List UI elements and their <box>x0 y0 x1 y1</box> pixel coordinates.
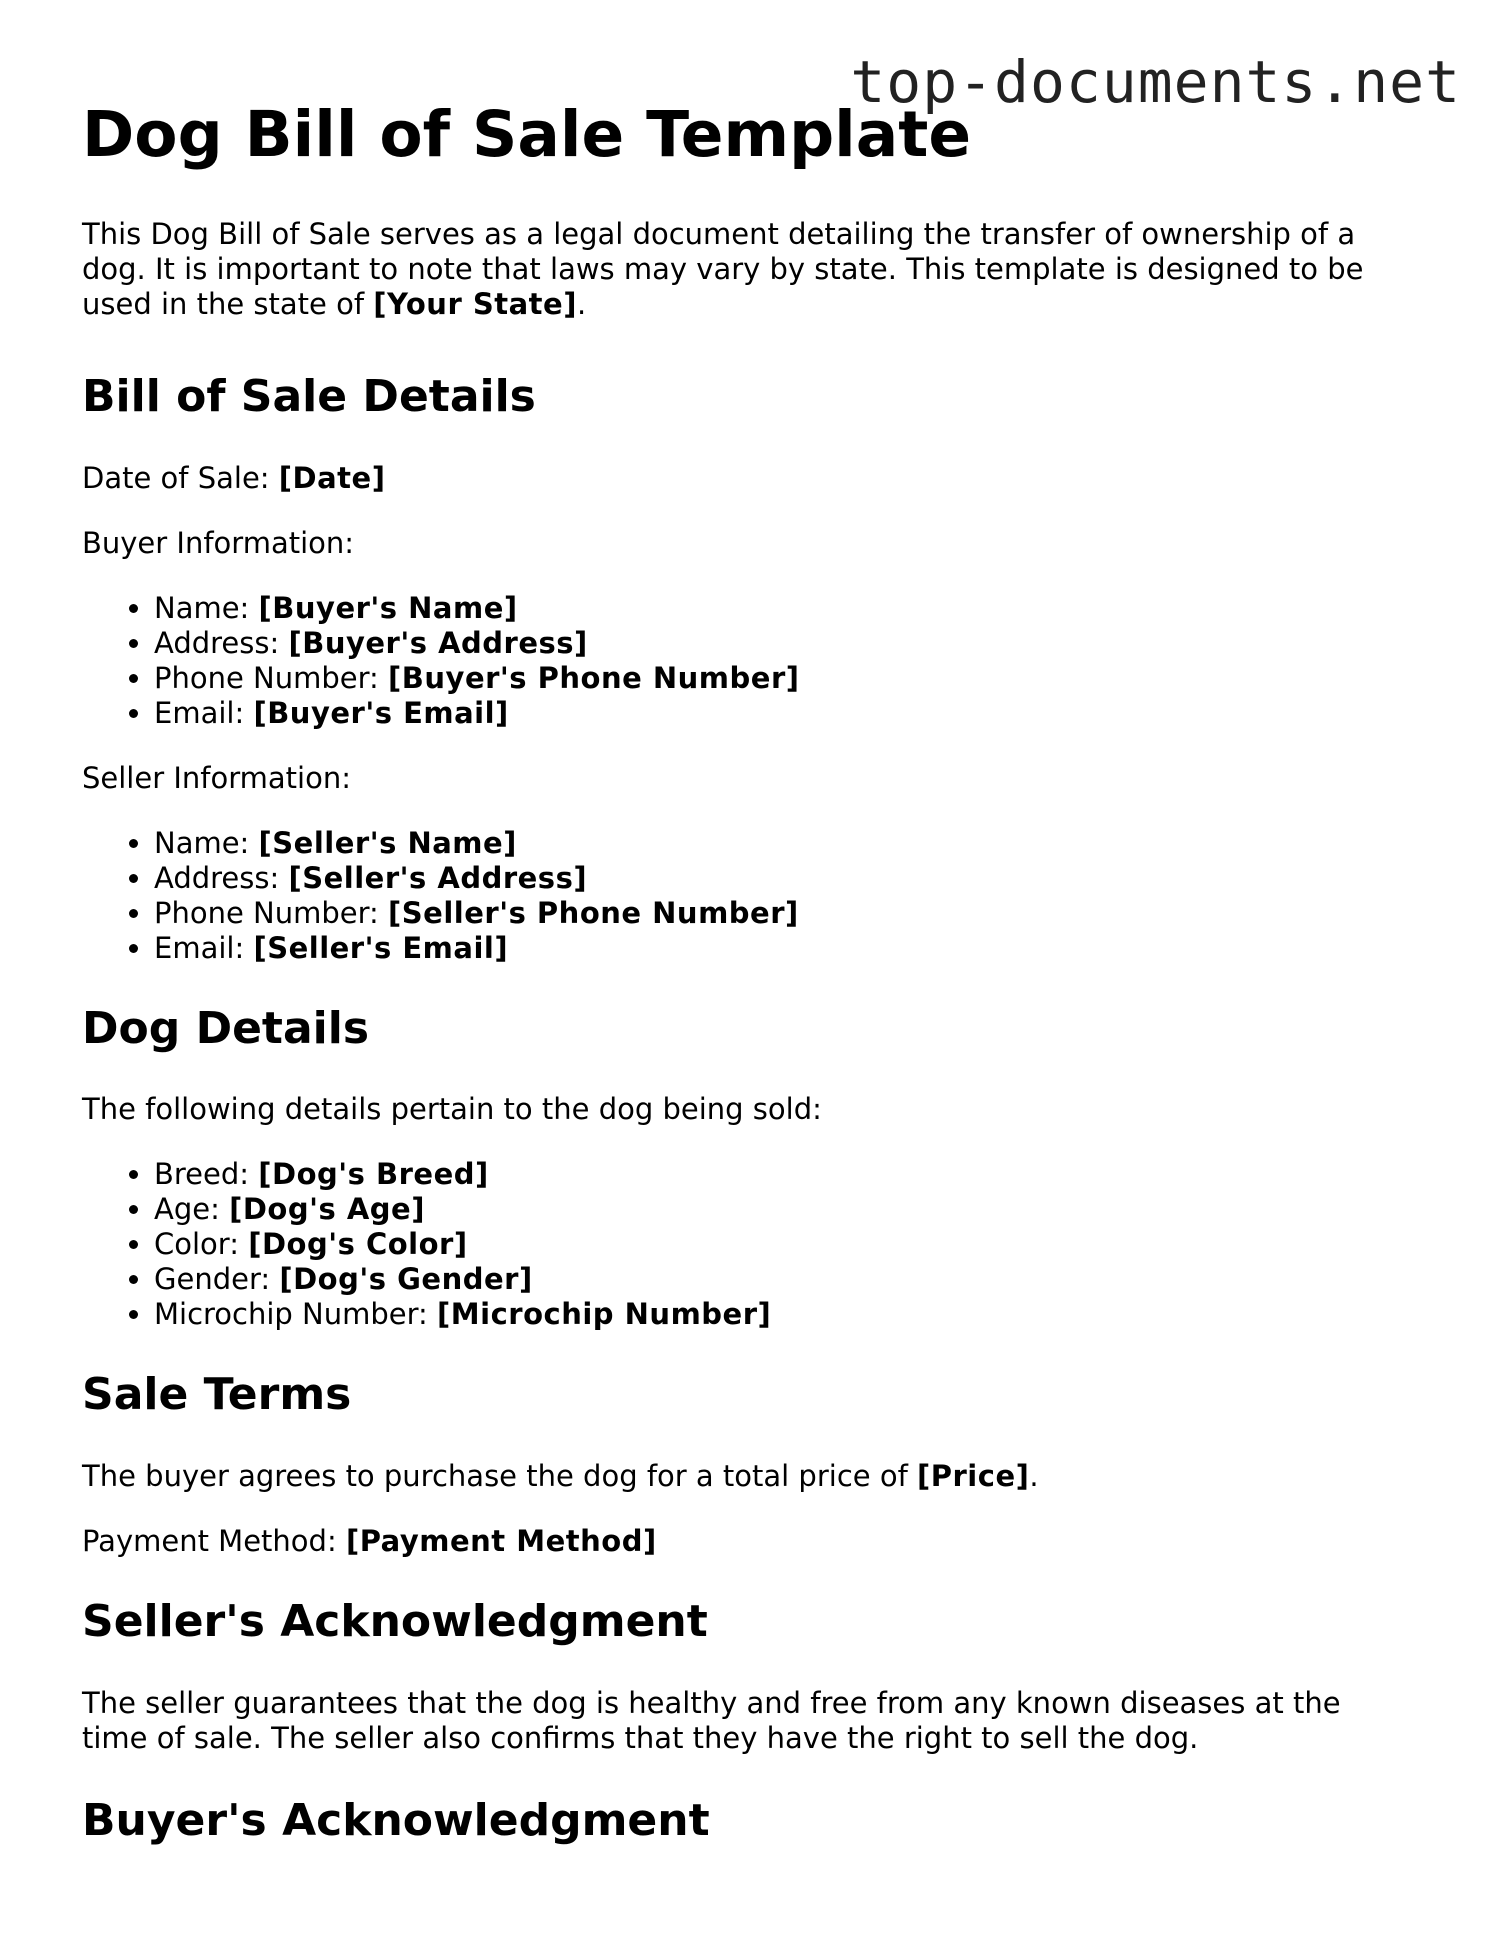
list-item <box>154 1192 1412 1227</box>
buyer-info-list <box>82 591 1412 731</box>
date-value: [Date] <box>278 460 386 495</box>
item-label: Microchip Number: <box>154 1297 438 1332</box>
watermark: top-documents.net <box>850 48 1461 116</box>
item-value: [Buyer's Phone Number] <box>388 660 800 695</box>
item-label: Phone Number: <box>154 660 389 695</box>
item-label: Color: <box>154 1227 249 1262</box>
list-item <box>154 1262 1412 1297</box>
item-label: Phone Number: <box>154 895 389 930</box>
list-item <box>154 661 1412 696</box>
item-value: [Microchip Number] <box>437 1297 772 1332</box>
intro-period: . <box>576 287 587 322</box>
seller-ack-text: The seller guarantees that the dog is healthy and free from any known diseases at the time of sale. The seller also confirms that they have the right to sell the dog. <box>82 1685 1341 1755</box>
list-item <box>154 696 1412 731</box>
price-text: The buyer agrees to purchase the dog for a total price of <box>82 1459 917 1494</box>
dog-details-heading: Dog Details <box>82 1002 370 1054</box>
price-period: . <box>1029 1459 1039 1494</box>
seller-info-list <box>82 826 1412 966</box>
item-label: Email: <box>154 695 254 730</box>
list-item <box>154 826 1412 861</box>
item-label: Name: <box>154 590 259 625</box>
item-value: [Seller's Email] <box>253 930 509 965</box>
date-of-sale <box>82 461 1412 496</box>
item-value: [Dog's Age] <box>229 1192 425 1227</box>
list-item <box>154 626 1412 661</box>
dog-details-list <box>82 1157 1412 1332</box>
item-label: Address: <box>154 625 289 660</box>
bill-details-heading: Bill of Sale Details <box>82 371 536 423</box>
list-item <box>154 1227 1412 1262</box>
dog-details-intro: The following details pertain to the dog being sold: <box>82 1092 822 1127</box>
buyer-info-heading: Buyer Information: <box>82 525 355 560</box>
seller-info-heading: Seller Information: <box>82 760 351 795</box>
seller-ack-heading: Seller's Acknowledgment <box>82 1596 708 1648</box>
item-value: [Seller's Address] <box>288 860 588 895</box>
list-item <box>154 1297 1412 1332</box>
payment-value: [Payment Method] <box>345 1524 657 1559</box>
list-item <box>154 861 1412 896</box>
list-item <box>154 931 1412 966</box>
item-value: [Buyer's Address] <box>288 625 588 660</box>
buyer-ack-heading: Buyer's Acknowledgment <box>82 1794 710 1846</box>
item-label: Email: <box>154 930 254 965</box>
item-value: [Seller's Phone Number] <box>388 895 799 930</box>
item-label: Age: <box>154 1192 230 1227</box>
payment-label: Payment Method: <box>82 1524 346 1559</box>
item-label: Gender: <box>154 1262 280 1297</box>
price-paragraph <box>82 1459 1412 1494</box>
document-body <box>82 100 1412 1884</box>
list-item <box>154 896 1412 931</box>
item-value: [Buyer's Name] <box>258 590 518 625</box>
sale-terms-heading: Sale Terms <box>82 1369 352 1421</box>
list-item <box>154 591 1412 626</box>
item-value: [Buyer's Email] <box>253 695 509 730</box>
item-value: [Seller's Name] <box>258 825 517 860</box>
item-label: Breed: <box>154 1157 259 1192</box>
date-label: Date of Sale: <box>82 460 279 495</box>
page-title: Dog Bill of Sale Template <box>82 98 972 171</box>
state-placeholder: [Your State] <box>373 287 577 322</box>
intro-text: This Dog Bill of Sale serves as a legal document detailing the transfer of ownership of a dog. It is important to note that laws may vary by state. This template is designed to be used in the state of <box>82 217 1364 322</box>
item-value: [Dog's Breed] <box>258 1157 489 1192</box>
item-label: Name: <box>154 825 259 860</box>
item-label: Address: <box>154 860 289 895</box>
intro-paragraph <box>82 217 1412 322</box>
item-value: [Dog's Gender] <box>279 1262 533 1297</box>
price-value: [Price] <box>917 1459 1030 1494</box>
list-item <box>154 1157 1412 1192</box>
payment-method <box>82 1524 1412 1559</box>
item-value: [Dog's Color] <box>248 1227 468 1262</box>
